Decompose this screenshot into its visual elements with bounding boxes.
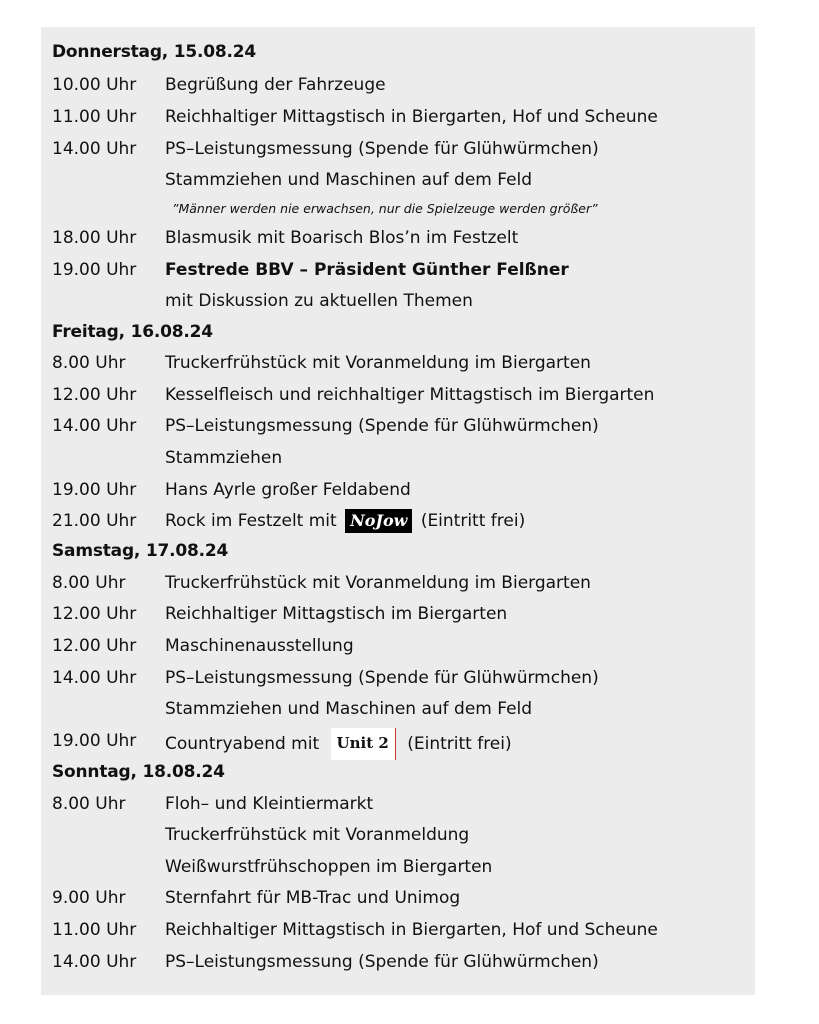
row-text: Countryabend mit xyxy=(165,734,320,754)
row-text: Stammziehen und Maschinen auf dem Feld xyxy=(165,699,533,719)
row-time: 12.00 Uhr xyxy=(52,604,137,624)
row-text: Stammziehen xyxy=(165,448,283,468)
row-text: PS–Leistungsmessung (Spende für Glühwürmchen) xyxy=(165,668,599,688)
row-time: 14.00 Uhr xyxy=(52,139,137,159)
row-time: 14.00 Uhr xyxy=(52,952,137,972)
row-text: Truckerfrühstück mit Voranmeldung im Biergarten xyxy=(165,353,591,373)
row-text: Floh– und Kleintiermarkt xyxy=(165,794,374,814)
row-text: Truckerfrühstück mit Voranmeldung im Biergarten xyxy=(165,573,591,593)
row-text: Blasmusik mit Boarisch Blos’n im Festzelt xyxy=(165,228,519,248)
day-heading-sunday: Sonntag, 18.08.24 xyxy=(52,762,225,782)
quote-text: ”Männer werden nie erwachsen, nur die Spielzeuge werden größer” xyxy=(172,201,598,216)
row-text: PS–Leistungsmessung (Spende für Glühwürmchen) xyxy=(165,952,599,972)
row-text-group xyxy=(165,508,525,534)
day-heading-saturday: Samstag, 17.08.24 xyxy=(52,541,229,561)
row-text: Reichhaltiger Mittagstisch im Biergarten xyxy=(165,604,508,624)
row-time: 9.00 Uhr xyxy=(52,888,126,908)
row-text: PS–Leistungsmessung (Spende für Glühwürmchen) xyxy=(165,139,599,159)
unit2-logo: Unit 2 xyxy=(331,728,396,760)
row-text: Sternfahrt für MB-Trac und Unimog xyxy=(165,888,461,908)
row-text: Festrede BBV – Präsident Günther Felßner xyxy=(165,260,569,280)
day-heading-friday: Freitag, 16.08.24 xyxy=(52,322,213,342)
row-text: Truckerfrühstück mit Voranmeldung xyxy=(165,825,470,845)
row-text: Rock im Festzelt mit xyxy=(165,511,337,531)
row-text: Begrüßung der Fahrzeuge xyxy=(165,75,386,95)
row-time: 8.00 Uhr xyxy=(52,794,126,814)
row-time: 19.00 Uhr xyxy=(52,260,137,280)
row-time: 10.00 Uhr xyxy=(52,75,137,95)
row-time: 21.00 Uhr xyxy=(52,511,137,531)
row-time: 19.00 Uhr xyxy=(52,731,137,751)
row-time: 19.00 Uhr xyxy=(52,480,137,500)
row-text: Hans Ayrle großer Feldabend xyxy=(165,480,411,500)
row-time: 11.00 Uhr xyxy=(52,920,137,940)
row-time: 8.00 Uhr xyxy=(52,353,126,373)
row-text: Weißwurstfrühschoppen im Biergarten xyxy=(165,857,493,877)
row-time: 8.00 Uhr xyxy=(52,573,126,593)
row-suffix: (Eintritt frei) xyxy=(407,734,512,754)
row-time: 14.00 Uhr xyxy=(52,416,137,436)
row-text: mit Diskussion zu aktuellen Themen xyxy=(165,291,473,311)
row-suffix: (Eintritt frei) xyxy=(420,511,526,531)
row-text: Reichhaltiger Mittagstisch in Biergarten, Hof und Scheune xyxy=(165,107,658,127)
row-text: Reichhaltiger Mittagstisch in Biergarten, Hof und Scheune xyxy=(165,920,658,940)
row-time: 12.00 Uhr xyxy=(52,636,137,656)
day-heading-thursday: Donnerstag, 15.08.24 xyxy=(52,42,257,62)
row-text: Maschinenausstellung xyxy=(165,636,354,656)
nojow-logo: NoJow xyxy=(345,509,412,533)
row-text: Kesselfleisch und reichhaltiger Mittagstisch im Biergarten xyxy=(165,385,655,405)
row-time: 18.00 Uhr xyxy=(52,228,137,248)
row-time: 11.00 Uhr xyxy=(52,107,137,127)
row-time: 12.00 Uhr xyxy=(52,385,137,405)
row-text-group xyxy=(165,728,512,760)
row-time: 14.00 Uhr xyxy=(52,668,137,688)
row-text: PS–Leistungsmessung (Spende für Glühwürmchen) xyxy=(165,416,599,436)
row-text: Stammziehen und Maschinen auf dem Feld xyxy=(165,170,533,190)
